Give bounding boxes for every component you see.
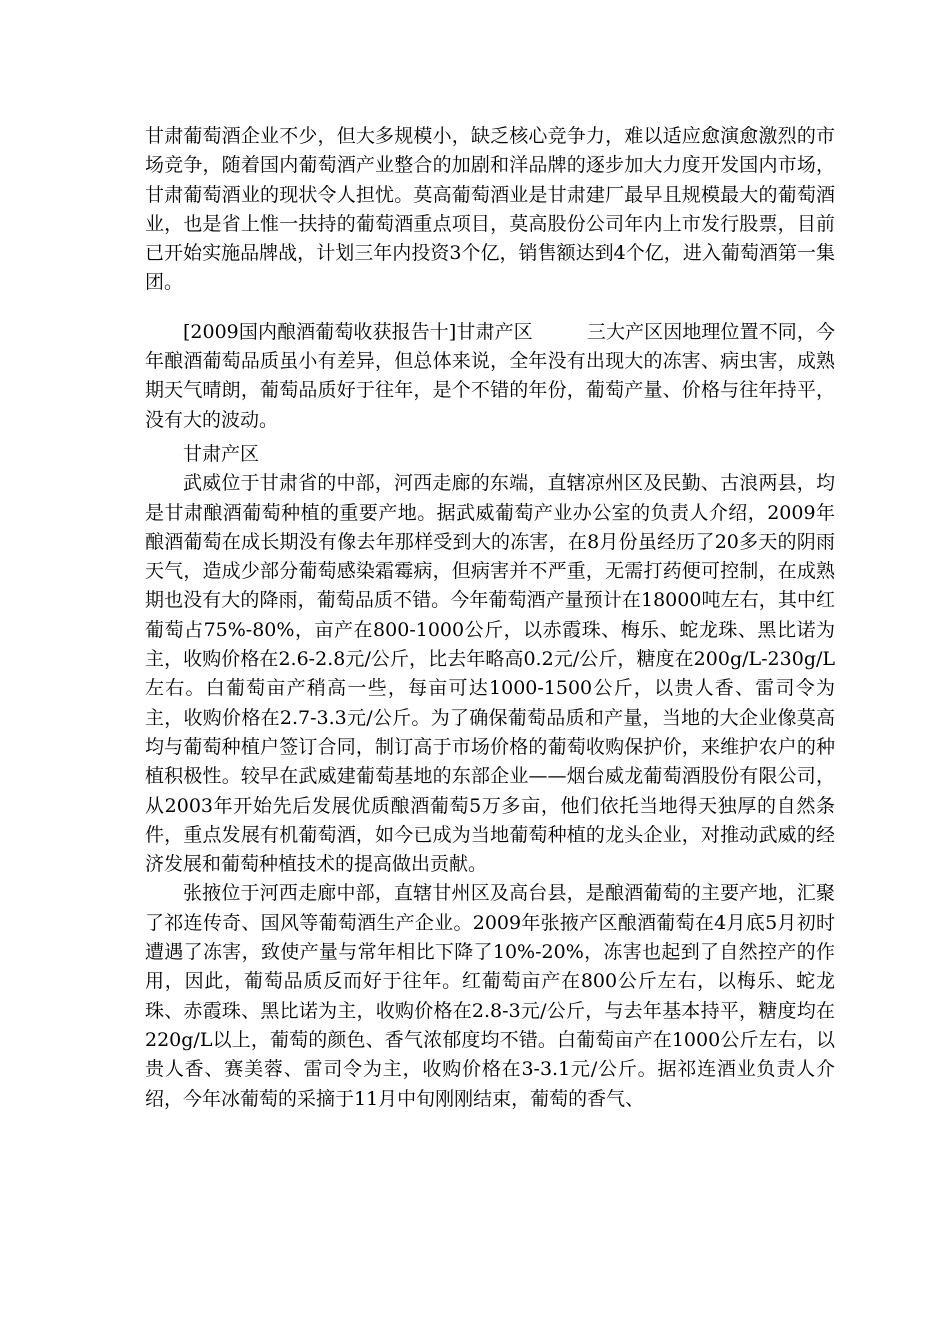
section-heading: 甘肃产区 [183, 442, 260, 465]
zhangye-paragraph: 张掖位于河西走廊中部，直辖甘州区及高台县，是酿酒葡萄的主要产地，汇聚了祁连传奇、国风等葡萄酒生产企业。2009年张掖产区酿酒葡萄在4月底5月初时遭遇了冻害，致使产量与常年相比下降了10%-20%，冻害也起到了自然控产的作用，因此，葡萄品质反而好于往年。红葡萄亩产在800公斤左右，以梅乐、蛇龙珠、赤霞珠、黑比诺为主，收购价格在2.8-3元/公斤，与去年基本持平，糖度均在220g/L以上，葡萄的颜色、香气浓郁度均不错。白葡萄亩产在1000公斤左右，以贵人香、赛美蓉、雷司令为主，收购价格在3-3.1元/公斤。据祁连酒业负责人介绍，今年冰葡萄的采摘于11月中旬刚刚结束，葡萄的香气、 [145, 882, 835, 1110]
intro-paragraph: 甘肃葡萄酒企业不少，但大多规模小，缺乏核心竞争力，难以适应愈演愈激烈的市场竞争，随着国内葡萄酒产业整合的加剧和洋品牌的逐步加大力度开发国内市场，甘肃葡萄酒业的现状令人担忧。莫高葡萄酒业是甘肃建厂最早且规模最大的葡萄酒业，也是省上惟一扶持的葡萄酒重点项目，莫高股份公司年内上市发行股票，目前已开始实施品牌战，计划三年内投资3个亿，销售额达到4个亿，进入葡萄酒第一集团。 [145, 125, 835, 294]
report-lead: 三大产区因地理位置不同，今年酿酒葡萄品质虽小有差异，但总体来说，全年没有出现大的冻害、病虫害，成熟期天气晴朗，葡萄品质好于往年，是个不错的年份，葡萄产量、价格与往年持平，没有大的波动。 [145, 320, 835, 431]
report-title: [2009国内酿酒葡萄收获报告十]甘肃产区 [183, 320, 533, 343]
paragraph-gap [145, 298, 835, 318]
report-paragraph [145, 318, 835, 435]
wuwei-paragraph: 武威位于甘肃省的中部，河西走廊的东端，直辖凉州区及民勤、古浪两县，均是甘肃酿酒葡萄种植的重要产地。据武威葡萄产业办公室的负责人介绍，2009年酿酒葡萄在成长期没有像去年那样受到大的冻害，在8月份虽经历了20多天的阴雨天气，造成少部分葡萄感染霜霉病，但病害并不严重，无需打药便可控制，在成熟期也没有大的降雨，葡萄品质不错。今年葡萄酒产量预计在18000吨左右，其中红葡萄占75%-80%，亩产在800-1000公斤，以赤霞珠、梅乐、蛇龙珠、黑比诺为主，收购价格在2.6-2.8元/公斤，比去年略高0.2元/公斤，糖度在200g/L-230g/L左右。白葡萄亩产稍高一些，每亩可达1000-1500公斤，以贵人香、雷司令为主，收购价格在2.7-3.3元/公斤。为了确保葡萄品质和产量，当地的大企业像莫高均与葡萄种植户签订合同，制订高于市场价格的葡萄收购保护价，来维护农户的种植积极性。较早在武威建葡萄基地的东部企业——烟台威龙葡萄酒股份有限公司，从2003年开始先后发展优质酿酒葡萄5万多亩，他们依托当地得天独厚的自然条件，重点发展有机葡萄酒，如今已成为当地葡萄种植的龙头企业，对推动武威的经济发展和葡萄种植技术的提高做出贡献。 [145, 472, 835, 876]
document-page [145, 122, 835, 1114]
